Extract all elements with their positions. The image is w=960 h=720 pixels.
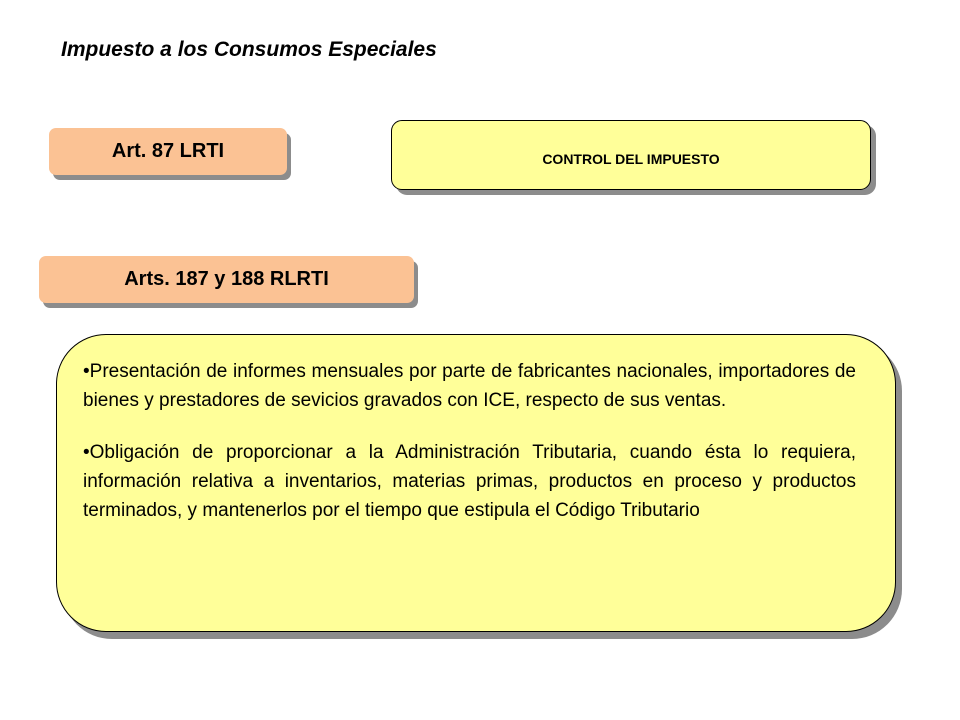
art-87-lrti-label: Art. 87 LRTI [111, 140, 225, 162]
control-del-impuesto-box [391, 120, 871, 190]
art-87-lrti-tag [49, 128, 287, 175]
obligations-content-box [56, 334, 896, 632]
slide-title: Impuesto a los Consumos Especiales [61, 38, 437, 61]
obligations-list [83, 357, 856, 548]
arts-187-188-rlrti-label: Arts. 187 y 188 RLRTI [124, 268, 329, 290]
control-del-impuesto-label: CONTROL DEL IMPUESTO [542, 151, 720, 167]
bullet-monthly-reports: •Presentación de informes mensuales por parte de fabricantes nacionales, importadores de bienes y prestadores de sevicios gravados con ICE, respecto de sus ventas. [83, 361, 856, 411]
bullet-inventory-information: •Obligación de proporcionar a la Administración Tributaria, cuando ésta lo requiera, información relativa a inventarios, materias primas, productos en proceso y productos terminados, y mantenerlos por el tiempo que estipula el Código Tributario [83, 442, 856, 521]
arts-187-188-rlrti-tag [39, 256, 414, 303]
